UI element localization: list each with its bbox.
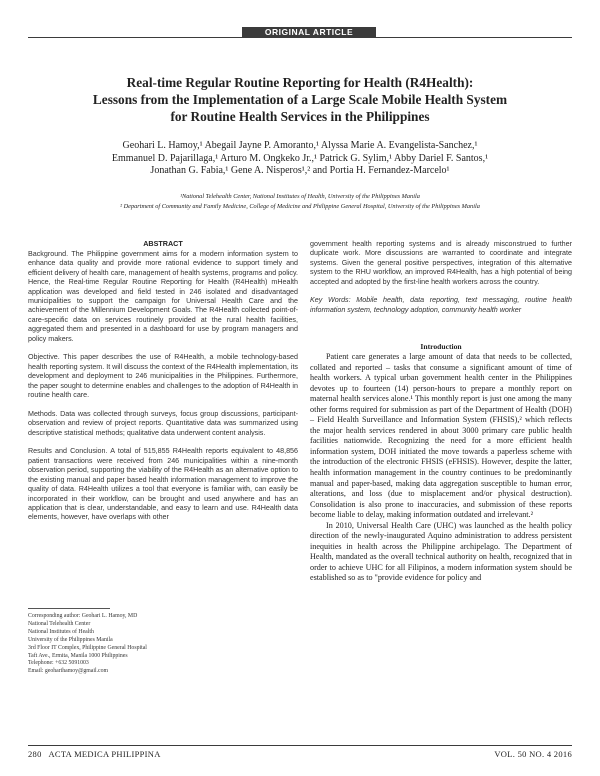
- affiliations: [40, 192, 560, 212]
- correspondence-line: University of the Philippines Manila: [28, 636, 113, 643]
- affiliation: ¹National Telehealth Center, National Institutes of Health, University of the Philippines Manila: [180, 193, 420, 200]
- abstract-background: Background. The Philippine government aims for a modern information system to enhance data quality and provide more rational evidence to support timely and efficient delivery of health care, management of health systems, programs and policy. Hence, the Real-time Regular Routine Reporting for Health (R4Health) mHealth application was developed and field tested in 246 isolated and disadvantaged municipalities to support the campaign for Universal Health Care and the achievement of the Millennium Development Goals. The R4Health collected point-of-care-specific data on services routinely provided at the rural health facilities, aggregated them and presented in a dashboard for use by program managers and policy makers.: [28, 250, 298, 343]
- abstract-right-column: [310, 240, 572, 325]
- footer-page-journal: 280 ACTA MEDICA PHILIPPINA: [28, 749, 161, 759]
- abstract-heading: ABSTRACT: [143, 239, 183, 248]
- title-line: Real-time Regular Routine Reporting for Health (R4Health):: [126, 75, 474, 90]
- correspondence-email[interactable]: Email: geoharihamoy@gmail.com: [28, 668, 109, 675]
- introduction-body: [310, 352, 572, 584]
- affiliation: ² Department of Community and Family Medicine, College of Medicine and Philippine General Hospital, University of the Philippines Manila: [120, 203, 480, 210]
- abstract-left-column: [28, 250, 298, 532]
- abstract-objective: Objective. This paper describes the use of R4Health, a mobile technology-based health reporting system. It will discuss the context of the R4Health implementation, its development and deployment to 246 municipalities in the Philippines. Furthermore, the paper sought to determine enables and challenges to the adoption of R4Health in routine health care.: [28, 353, 298, 400]
- correspondence-line: Taft Ave., Ermita, Manila 1000 Philippines: [28, 652, 128, 659]
- author-line: Jonathan G. Fabia,¹ Gene A. Nisperos¹,² and Portia H. Fernandez-Marcelo¹: [150, 165, 450, 176]
- article-type-banner: ORIGINAL ARTICLE: [242, 27, 376, 38]
- correspondence-line: National Institutes of Health: [28, 628, 94, 635]
- abstract-continuation: government health reporting systems and is already misconstrued to further duplicate work. More discussions are warranted to coordinate and integrate systems. Given the general positive perspectives, integration of this alternative system to the RHU workflow, an improved R4Health, has a high potential of being accepted and adopted by the first-line health workers across the country.: [310, 240, 572, 286]
- correspondence-block: [28, 613, 298, 676]
- keywords: Key Words: Mobile health, data reporting, text messaging, routine health information system, technology adoption, community health worker: [310, 296, 572, 314]
- author-list: [40, 140, 560, 178]
- footnote-rule: [28, 608, 110, 609]
- header-rule: [28, 37, 572, 38]
- correspondence-line: Corresponding author: Geohari L. Hamoy, MD: [28, 613, 138, 619]
- correspondence-line: 3rd Floor IT Complex, Philippine General Hospital: [28, 644, 147, 651]
- introduction-heading: Introduction: [420, 342, 462, 351]
- introduction-paragraph: In 2010, Universal Health Care (UHC) was launched as the health policy direction of the newly-inaugurated Aquino administration to address persistent inequities in health across the Philippine archipelago. The Department of Health, mandated as the overall technical authority on health, recognized that in order to achieve UHC for all Filipinos, a modern information system should be established so as to "provide evidence for policy and: [310, 520, 572, 583]
- abstract-results: Results and Conclusion. A total of 515,855 R4Health reports equivalent to 48,856 patient transactions were received from 246 municipalities within a nine-month observation period, supporting the viability of the R4Health as an alternative option to the existing manual and paper based health information management to improve the quality of data. R4Health utilizes a tool that everyone is familiar with, can easily be incorporated in their workflow, can be brought and used anywhere and has an application that is clear, understandable, and easy to learn and use. R4Health data elements, however, have overlaps with other: [28, 447, 298, 522]
- footer-volume: VOL. 50 NO. 4 2016: [494, 749, 572, 759]
- title-line: for Routine Health Services in the Philippines: [170, 109, 430, 124]
- introduction-paragraph: Patient care generates a large amount of data that needs to be collected, collated and reported – tasks that consume a significant amount of time of health workers. A typical urban government health center in the Philippines devotes up to fourteen (14) person-hours to prepare a monthly report on maternal health services alone.¹ This monthly report is just one among the many other forms required for submission as part of the Department of Health (DOH) – Field Health Surveillance and Information System (FHSIS),² which reflects the major health services rendered in about 3000 primary care public health facilities nationwide. Recognizing the need for a more efficient health information system, DOH initiated the move towards a paperless scheme with the introduction of the electronic FHSIS (eFHSIS). However, despite the latter, health information management in the country continues to be predominantly manual and paper-based, making data aggregation susceptible to human error, alterations, and loss (due to misplacement and/or physical destruction). Consolidation is also prone to inaccuracies, and submission of these reports become liable to delay, making information outdated and irrelevant.²: [310, 352, 572, 520]
- footer-rule: [28, 745, 572, 746]
- correspondence-line: National Telehealth Center: [28, 620, 91, 627]
- author-line: Geohari L. Hamoy,¹ Abegail Jayne P. Amoranto,¹ Alyssa Marie A. Evangelista-Sanchez,¹: [122, 140, 478, 151]
- abstract-methods: Methods. Data was collected through surveys, focus group discussions, participant-observation and review of project reports. Quantitative data was summarized using descriptive statistical methods; qualitative data underwent content analysis.: [28, 409, 298, 437]
- title-line: Lessons from the Implementation of a Large Scale Mobile Health System: [92, 92, 508, 107]
- article-title: [40, 74, 560, 125]
- author-line: Emmanuel D. Pajarillaga,¹ Arturo M. Ongkeko Jr.,¹ Patrick G. Sylim,¹ Abby Dariel F. Santos,¹: [111, 152, 489, 164]
- correspondence-line: Telephone: +632 5091003: [28, 660, 89, 667]
